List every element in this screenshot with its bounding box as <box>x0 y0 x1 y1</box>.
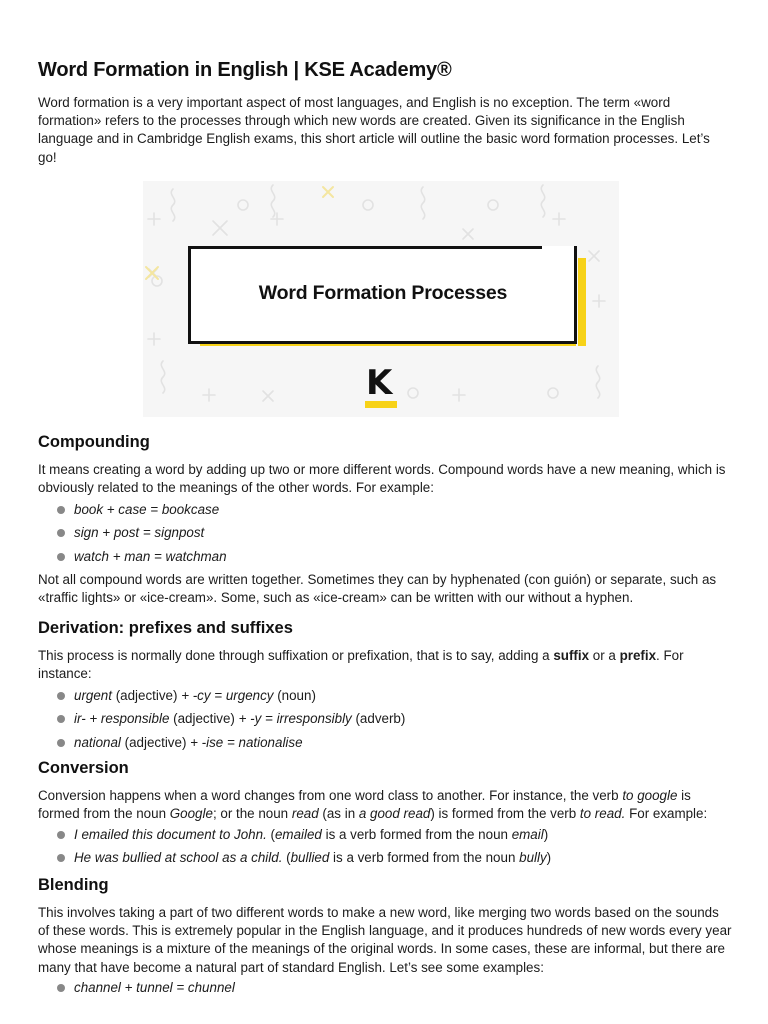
heading-blending: Blending <box>38 876 109 894</box>
compounding-list <box>38 501 728 571</box>
list-item: I emailed this document to John. (emailed is a verb formed from the noun email) <box>38 826 728 849</box>
list-item: book + case = bookcase <box>38 501 728 524</box>
list-item: national (adjective) + -ise = nationalise <box>38 734 728 757</box>
banner-frame <box>188 246 573 343</box>
derivation-list <box>38 687 728 757</box>
bullet-icon <box>57 831 65 839</box>
heading-conversion: Conversion <box>38 759 129 777</box>
page-title: Word Formation in English | KSE Academy® <box>38 59 452 81</box>
bullet-icon <box>57 854 65 862</box>
banner-title: Word Formation Processes <box>258 282 508 304</box>
blending-list <box>38 979 728 1002</box>
heading-derivation: Derivation: prefixes and suffixes <box>38 619 293 637</box>
list-item: sign + post = signpost <box>38 524 728 547</box>
logo-letter: K <box>366 363 393 403</box>
list-item: channel + tunnel = chunnel <box>38 979 728 1002</box>
conversion-list <box>38 826 728 873</box>
blending-paragraph: This involves taking a part of two different words to make a new word, like merging two words based on the sounds of these words. This is extremely popular in the English language, and it produces hundreds of new words every year whose meanings is a mixture of the meanings of the original words. In some cases, these are informal, but there are many that have become a natural part of standard English. Let’s see some examples: <box>38 905 732 975</box>
list-item: urgent (adjective) + -cy = urgency (noun) <box>38 687 728 710</box>
derivation-paragraph: This process is normally done through suffixation or prefixation, that is to say, adding a suffix or a prefix. For instance: <box>38 648 684 682</box>
conversion-paragraph: Conversion happens when a word changes from one word class to another. For instance, the verb to google is formed from the noun Google; or the noun read (as in a good read) is formed from the verb to read. For example: <box>38 788 708 822</box>
frame-top-line <box>188 246 542 249</box>
heading-compounding: Compounding <box>38 433 150 451</box>
list-item: watch + man = watchman <box>38 548 728 571</box>
bullet-icon <box>57 739 65 747</box>
banner-image <box>143 181 619 417</box>
list-item: ir- + responsible (adjective) + -y = irresponsibly (adverb) <box>38 710 728 733</box>
list-item: He was bullied at school as a child. (bullied is a verb formed from the noun bully) <box>38 849 728 872</box>
kse-logo <box>365 363 397 409</box>
bullet-icon <box>57 506 65 514</box>
bullet-icon <box>57 715 65 723</box>
intro-paragraph: Word formation is a very important aspect of most languages, and English is no exception. The term «word formation» refers to the processes through which new words are created. Given its significance in the English language and in Cambridge English exams, this short article will outline the basic word formation processes. Let’s go! <box>38 95 710 165</box>
compounding-paragraph: It means creating a word by adding up two or more different words. Compound words have a new meaning, which is obviously related to the meanings of the other words. For example: <box>38 462 726 496</box>
bullet-icon <box>57 529 65 537</box>
accent-side <box>578 258 586 346</box>
bullet-icon <box>57 692 65 700</box>
bullet-icon <box>57 553 65 561</box>
bullet-icon <box>57 984 65 992</box>
compounding-note: Not all compound words are written together. Sometimes they can by hyphenated (con guión) or separate, such as «traffic lights» or «ice-cream». Some, such as «ice-cream» can be written with our without a hyphen. <box>38 572 717 606</box>
